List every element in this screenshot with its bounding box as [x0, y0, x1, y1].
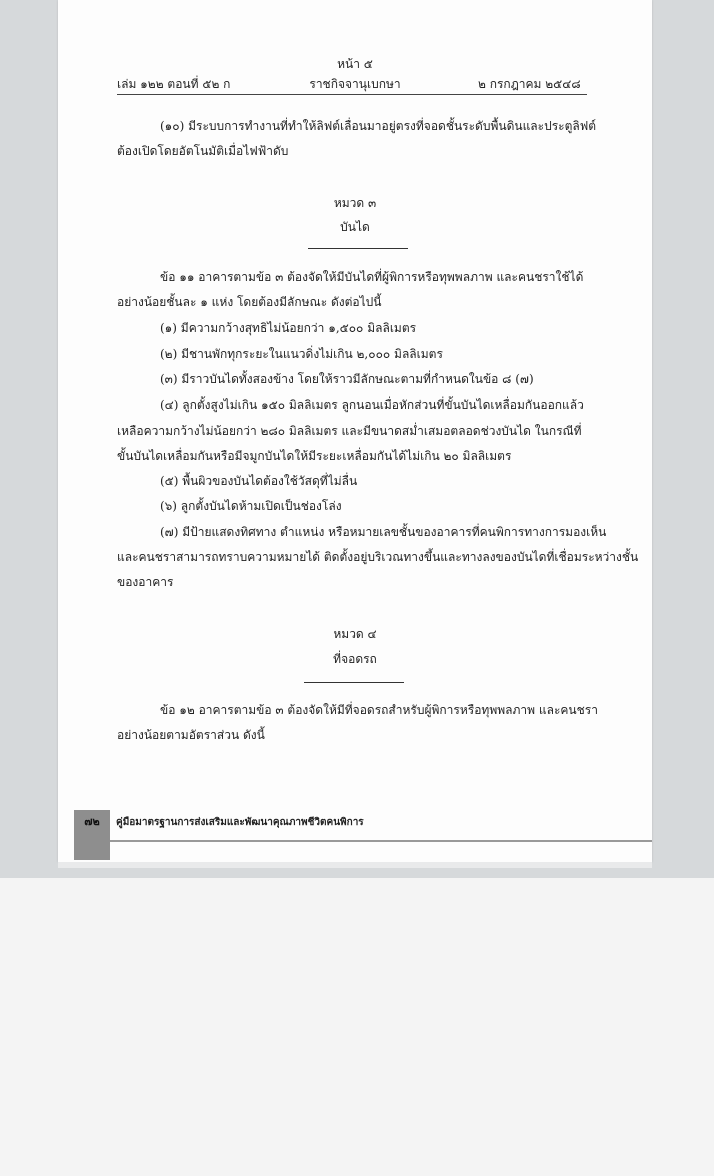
footer-title: คู่มือมาตรฐานการส่งเสริมและพัฒนาคุณภาพชีวิตคนพิการ: [116, 817, 364, 828]
footer-rule: [110, 840, 652, 842]
item-6: (๖) ลูกตั้งบันไดห้ามเปิดเป็นช่องโล่ง: [160, 499, 342, 513]
volume-info: เล่ม ๑๒๒ ตอนที่ ๕๒ ก: [117, 77, 231, 91]
article-11-line-1: ข้อ ๑๑ อาคารตามข้อ ๓ ต้องจัดให้มีบันไดที่ผู้พิการหรือทุพพลภาพ และคนชราใช้ได้: [160, 270, 584, 284]
item-1: (๑) มีความกว้างสุทธิไม่น้อยกว่า ๑,๕๐๐ มิลลิเมตร: [160, 321, 417, 335]
chapter-4-rule: [304, 682, 404, 683]
gazette-date: ๒ กรกฎาคม ๒๕๔๘: [478, 77, 581, 91]
item-7-line-1: (๗) มีป้ายแสดงทิศทาง ตำแหน่ง หรือหมายเลขชั้นของอาคารที่คนพิการทางการมองเห็น: [160, 525, 607, 539]
article-12-line-2: อย่างน้อยตามอัตราส่วน ดังนี้: [117, 728, 265, 742]
item-7-line-3: ของอาคาร: [117, 575, 174, 589]
chapter-3-number: หมวด ๓: [333, 196, 377, 210]
page-label: หน้า ๕: [337, 57, 373, 71]
paragraph-10-line-2: ต้องเปิดโดยอัตโนมัติเมื่อไฟฟ้าดับ: [117, 144, 289, 158]
item-4-line-2: เหลือความกว้างไม่น้อยกว่า ๒๘๐ มิลลิเมตร และมีขนาดสม่ำเสมอตลอดช่วงบันได ในกรณีที่: [117, 424, 582, 438]
gazette-name: ราชกิจจานุเบกษา: [309, 77, 401, 91]
item-2: (๒) มีชานพักทุกระยะในแนวดิ่งไม่เกิน ๒,๐๐๐ มิลลิเมตร: [160, 347, 443, 361]
item-3: (๓) มีราวบันไดทั้งสองข้าง โดยให้ราวมีลักษณะตามที่กำหนดในข้อ ๘ (๗): [160, 372, 534, 386]
footer-page-number: ๗๒: [84, 815, 100, 828]
item-5: (๕) พื้นผิวของบันไดต้องใช้วัสดุที่ไม่ลื่น: [160, 474, 358, 488]
chapter-3-title: บันได: [340, 220, 370, 234]
article-12-line-1: ข้อ ๑๒ อาคารตามข้อ ๓ ต้องจัดให้มีที่จอดรถสำหรับผู้พิการหรือทุพพลภาพ และคนชรา: [160, 703, 598, 717]
item-7-line-2: และคนชราสามารถทราบความหมายได้ ติดตั้งอยู่บริเวณทางขึ้นและทางลงของบันไดที่เชื่อมระหว่างชั้น: [117, 550, 639, 564]
page-edge: [58, 862, 652, 868]
item-4-line-3: ขั้นบันไดเหลื่อมกันหรือมีจมูกบันไดให้มีระยะเหลื่อมกันได้ไม่เกิน ๒๐ มิลลิเมตร: [117, 449, 512, 463]
article-11-line-2: อย่างน้อยชั้นละ ๑ แห่ง โดยต้องมีลักษณะ ดังต่อไปนี้: [117, 295, 382, 309]
paragraph-10-line-1: (๑๐) มีระบบการทำงานที่ทำให้ลิฟต์เลื่อนมาอยู่ตรงที่จอดชั้นระดับพื้นดินและประตูลิฟต์: [160, 119, 597, 133]
chapter-3-rule: [308, 248, 408, 249]
chapter-4-title: ที่จอดรถ: [333, 652, 377, 666]
header-rule: [117, 94, 587, 95]
item-4-line-1: (๔) ลูกตั้งสูงไม่เกิน ๑๕๐ มิลลิเมตร ลูกนอนเมื่อหักส่วนที่ขั้นบันไดเหลื่อมกันออกแล้ว: [160, 398, 584, 412]
chapter-4-number: หมวด ๔: [333, 627, 377, 641]
